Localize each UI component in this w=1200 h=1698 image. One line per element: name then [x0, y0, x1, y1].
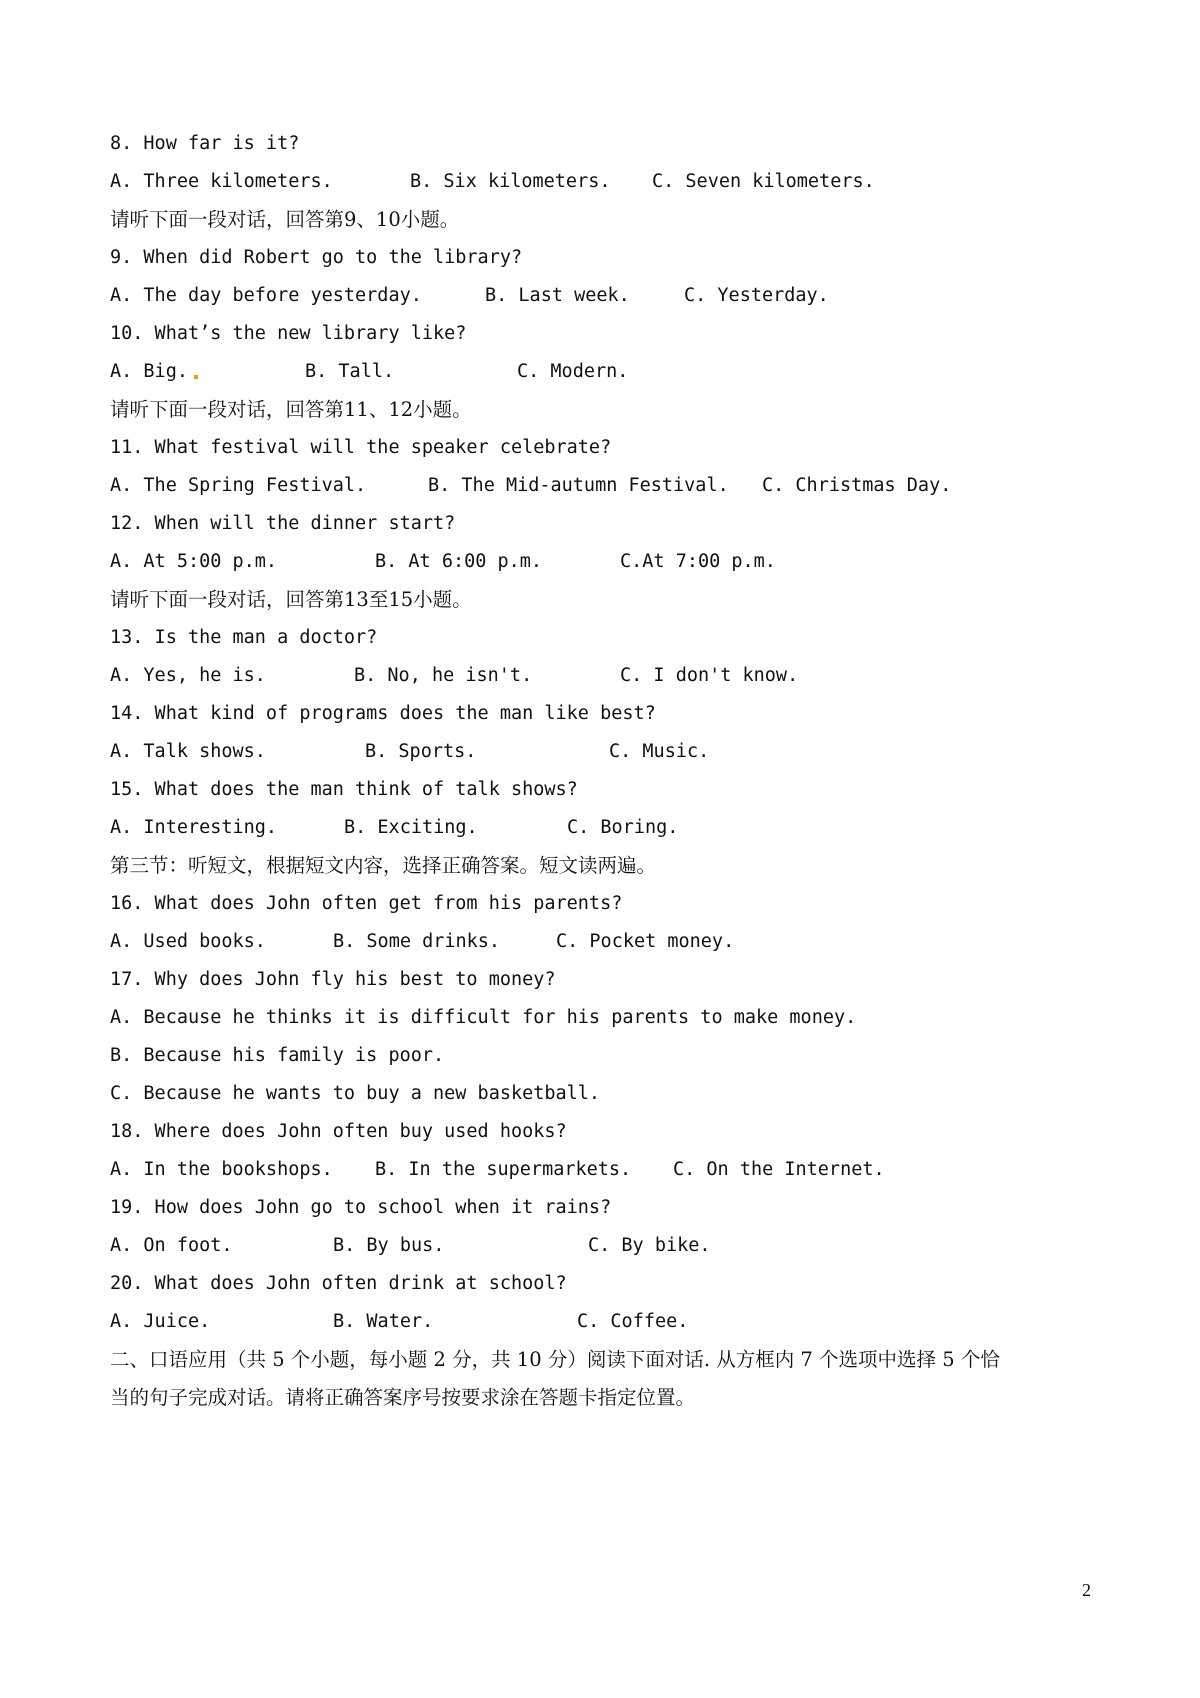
- question-18: 18. Where does John often buy used hooks?: [110, 1121, 567, 1142]
- section-instruction: 请听下面一段对话，回答第9、10小题。: [110, 208, 460, 231]
- option-a: A. The day before yesterday.: [110, 285, 422, 306]
- option-c: C. By bike.: [588, 1235, 711, 1256]
- option-c: C.At 7:00 p.m.: [620, 551, 776, 572]
- question-15: 15. What does the man think of talk shows?: [110, 779, 578, 800]
- option-c: C. I don't know.: [620, 665, 799, 686]
- option-c: C. On the Internet.: [673, 1159, 885, 1180]
- options-15: [110, 813, 679, 843]
- option-c-line: C. Because he wants to buy a new basketball.: [110, 1083, 601, 1104]
- option-b: B. The Mid-autumn Festival.: [428, 475, 729, 496]
- option-b: B. Tall.: [305, 361, 395, 382]
- option-b: B. By bus.: [333, 1235, 445, 1256]
- option-b: B. No, he isn't.: [354, 665, 533, 686]
- option-b: B. Six kilometers.: [410, 171, 611, 192]
- options-20: [110, 1307, 689, 1337]
- option-c: C. Yesterday.: [684, 285, 829, 306]
- option-b: B. At 6:00 p.m.: [375, 551, 543, 572]
- option-a-line: A. Because he thinks it is difficult for his parents to make money.: [110, 1007, 857, 1028]
- options-10: [110, 357, 629, 387]
- question-10: 10. What’s the new library like?: [110, 323, 467, 344]
- options-12: [110, 547, 776, 577]
- option-b: B. Exciting.: [344, 817, 478, 838]
- option-a: A. In the bookshops.: [110, 1159, 333, 1180]
- option-a: A. Three kilometers.: [110, 171, 333, 192]
- option-c: C. Christmas Day.: [762, 475, 952, 496]
- option-b: B. Last week.: [485, 285, 630, 306]
- option-a: A. Talk shows.: [110, 741, 266, 762]
- option-a: A. The Spring Festival.: [110, 475, 367, 496]
- options-18: [110, 1155, 885, 1185]
- option-b: B. Some drinks.: [333, 931, 501, 952]
- question-11: 11. What festival will the speaker celebrate?: [110, 437, 612, 458]
- section-heading: 第三节：听短文，根据短文内容，选择正确答案。短文读两遍。: [110, 854, 657, 877]
- question-9: 9. When did Robert go to the library?: [110, 247, 523, 268]
- part2-instruction-line2: 当的句子完成对话。请将正确答案序号按要求涂在答题卡指定位置。: [110, 1386, 696, 1409]
- option-a: A. Big.: [110, 361, 188, 382]
- option-b: B. Water.: [333, 1311, 434, 1332]
- question-20: 20. What does John often drink at school?: [110, 1273, 567, 1294]
- option-a: A. Juice.: [110, 1311, 211, 1332]
- mark-dot: [194, 375, 198, 379]
- option-b: B. In the supermarkets.: [375, 1159, 632, 1180]
- question-17: 17. Why does John fly his best to money?: [110, 969, 556, 990]
- question-13: 13. Is the man a doctor?: [110, 627, 378, 648]
- options-13: [110, 661, 799, 691]
- option-a: A. At 5:00 p.m.: [110, 551, 278, 572]
- option-c: C. Modern.: [517, 361, 629, 382]
- question-19: 19. How does John go to school when it rains?: [110, 1197, 612, 1218]
- option-c: C. Seven kilometers.: [652, 171, 875, 192]
- option-b: B. Sports.: [365, 741, 477, 762]
- question-12: 12. When will the dinner start?: [110, 513, 456, 534]
- options-8: [110, 167, 875, 197]
- options-11: [110, 471, 952, 501]
- question-14: 14. What kind of programs does the man like best?: [110, 703, 656, 724]
- option-c: C. Music.: [609, 741, 710, 762]
- options-16: [110, 927, 735, 957]
- option-a: A. Yes, he is.: [110, 665, 266, 686]
- option-a: A. Interesting.: [110, 817, 278, 838]
- section-instruction: 请听下面一段对话，回答第13至15小题。: [110, 588, 472, 611]
- question-16: 16. What does John often get from his parents?: [110, 893, 623, 914]
- question-8: 8. How far is it?: [110, 133, 300, 154]
- options-14: [110, 737, 710, 767]
- section-instruction: 请听下面一段对话，回答第11、12小题。: [110, 398, 472, 421]
- option-a: A. Used books.: [110, 931, 266, 952]
- options-9: [110, 281, 829, 311]
- page-number: 2: [1082, 1580, 1091, 1600]
- options-19: [110, 1231, 711, 1261]
- part2-instruction-line1: 二、口语应用（共 5 个小题，每小题 2 分，共 10 分）阅读下面对话. 从方框内 7 个选项中选择 5 个恰: [110, 1348, 1000, 1371]
- option-c: C. Coffee.: [577, 1311, 689, 1332]
- option-c: C. Boring.: [567, 817, 679, 838]
- option-c: C. Pocket money.: [556, 931, 735, 952]
- option-b-line: B. Because his family is poor.: [110, 1045, 445, 1066]
- option-a: A. On foot.: [110, 1235, 233, 1256]
